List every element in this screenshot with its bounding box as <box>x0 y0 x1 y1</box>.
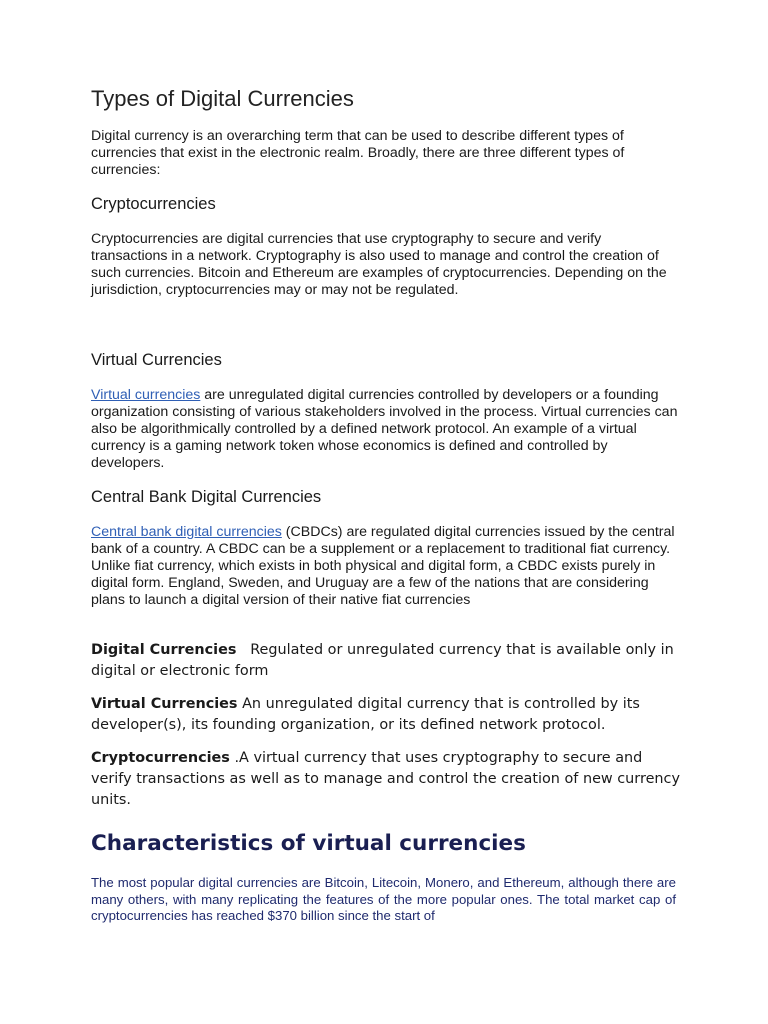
definition-term: Digital Currencies <box>91 642 237 658</box>
definition-term: Cryptocurrencies <box>91 750 230 766</box>
cbdc-link[interactable]: Central bank digital currencies <box>91 524 282 540</box>
virtual-currencies-heading: Virtual Currencies <box>91 351 222 369</box>
page-title: Types of Digital Currencies <box>91 86 354 111</box>
definition-cryptocurrencies <box>91 748 681 811</box>
cbdc-text: (CBDCs) are regulated digital currencies issued by the central bank of a country. A CBDC can be a supplement or a replacement to traditional fiat currency. Unlike fiat currency, which exists in both physical and digital form, a CBDC exists purely in digital form. England, Sweden, and Uruguay are a few of the nations that are considering plans to launch a digital version of their native fiat currencies <box>91 524 675 608</box>
intro-paragraph: Digital currency is an overarching term that can be used to describe different types of currencies that exist in the electronic realm. Broadly, there are three different types of currencies: <box>91 128 625 178</box>
cryptocurrencies-paragraph: Cryptocurrencies are digital currencies that use cryptography to secure and verify transactions in a network. Cryptography is also used to manage and control the creation of such currencies. Bitcoin and Ethereum are examples of cryptocurrencies. Depending on the jurisdiction, cryptocurrencies may or may not be regulated. <box>91 231 667 298</box>
definition-text: Regulated or unregulated currency that is available only in digital or electronic form <box>91 642 674 679</box>
virtual-currencies-paragraph <box>91 387 681 472</box>
definition-text: .A virtual currency that uses cryptography to secure and verify transactions as well as to manage and control the creation of new currency units. <box>91 750 680 808</box>
virtual-currencies-text: are unregulated digital currencies controlled by developers or a founding organization consisting of various stakeholders involved in the process. Virtual currencies can also be algorithmically controlled by a defined network protocol. An example of a virtual currency is a gaming network token whose economics is defined and controlled by developers. <box>91 387 678 471</box>
cbdc-heading: Central Bank Digital Currencies <box>91 488 322 506</box>
definition-term: Virtual Currencies <box>91 696 238 712</box>
definition-text: An unregulated digital currency that is controlled by its developer(s), its founding organization, or its defined network protocol. <box>91 696 640 733</box>
cbdc-paragraph <box>91 524 681 609</box>
virtual-currencies-link[interactable]: Virtual currencies <box>91 387 201 403</box>
definition-virtual-currencies <box>91 694 681 736</box>
characteristics-heading: Characteristics of virtual currencies <box>91 831 526 856</box>
characteristics-paragraph: The most popular digital currencies are Bitcoin, Litecoin, Monero, and Ethereum, although there are many others, with many replicating the features of the more popular ones. The total market cap of cryptocurrencies has reached $370 billion since the start of <box>91 875 676 923</box>
cryptocurrencies-heading: Cryptocurrencies <box>91 195 216 213</box>
definition-digital-currencies <box>91 640 681 682</box>
